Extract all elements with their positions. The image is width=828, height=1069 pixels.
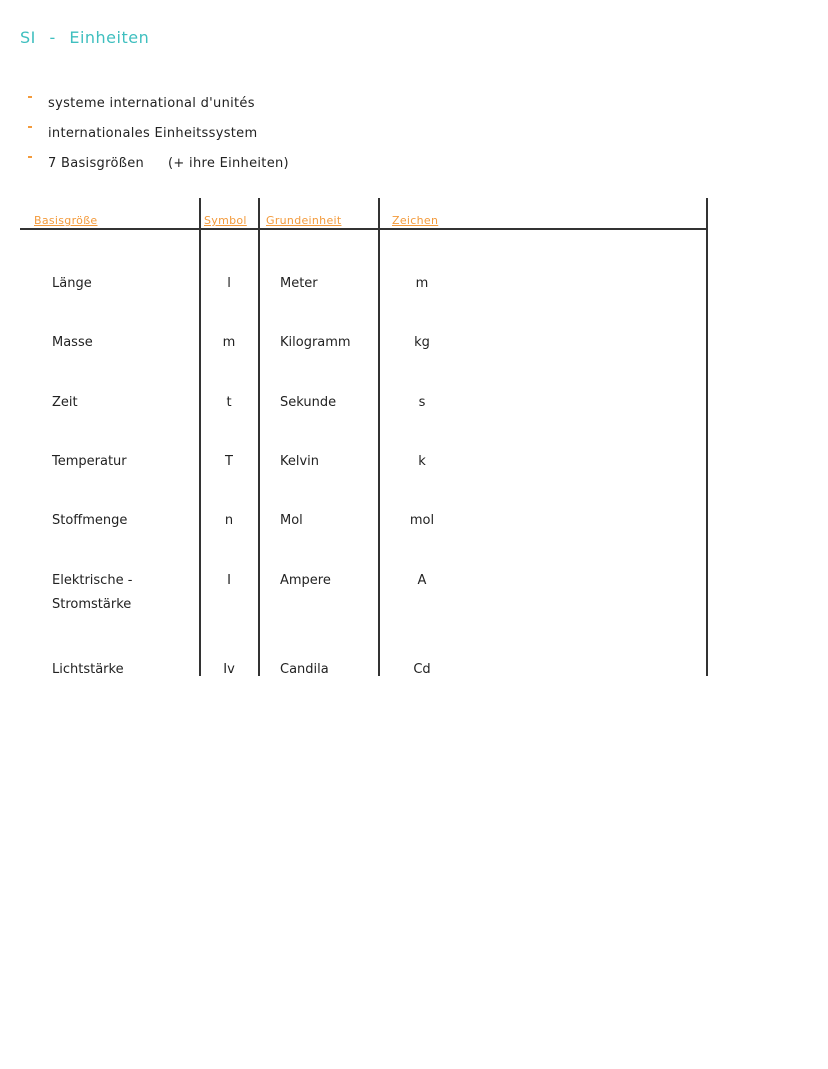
cell-symbol: m [222,335,236,350]
header-grundeinheit: Grundeinheit [266,214,342,227]
title-text: Einheiten [69,28,150,47]
cell-zeichen: s [418,395,426,410]
cell-groesse: Lichtstärke [52,662,124,677]
cell-groesse: Zeit [52,395,78,410]
table-row [0,335,828,365]
bullet-text: systeme international d'unités [48,95,255,111]
table-row [0,454,828,484]
cell-groesse: Elektrische - [52,573,133,588]
bullet-extra-text: (+ ihre Einheiten) [168,155,289,171]
cell-groesse: Stoffmenge [52,513,128,528]
bullet-dash-icon [28,96,32,98]
column-divider [199,198,201,676]
cell-symbol: T [225,454,233,469]
list-item [28,118,289,148]
cell-symbol: Iv [223,662,235,677]
cell-einheit: Kelvin [280,454,320,469]
table-row [0,395,828,425]
cell-einheit: Ampere [280,573,331,588]
cell-symbol: t [226,395,232,410]
cell-groesse-line2: Stromstärke [52,597,132,612]
bullet-text: internationales Einheitssystem [48,125,258,141]
cell-zeichen: kg [414,335,430,350]
table-row [0,573,828,629]
cell-zeichen: k [418,454,426,469]
bullet-dash-icon [28,126,32,128]
title-prefix: SI [20,28,36,47]
title-dash: - [49,28,56,47]
cell-symbol: I [227,573,231,588]
cell-groesse: Temperatur [52,454,127,469]
bullet-dash-icon [28,156,32,158]
cell-einheit: Meter [280,276,318,291]
cell-symbol: n [224,513,234,528]
bullet-text: 7 Basisgrößen [48,155,145,171]
header-zeichen: Zeichen [392,214,439,227]
header-symbol: Symbol [204,214,247,227]
column-divider [378,198,380,676]
cell-symbol: l [227,276,231,291]
cell-zeichen: m [415,276,429,291]
cell-zeichen: A [417,573,427,588]
list-item [28,88,289,118]
cell-einheit: Sekunde [280,395,337,410]
cell-zeichen: mol [409,513,435,528]
list-item [28,148,289,178]
table-row [0,276,828,306]
header-basisgroesse: Basisgröße [34,214,98,227]
column-divider [706,198,708,676]
bullet-list [28,88,289,178]
table-row [0,662,828,692]
cell-einheit: Candila [280,662,329,677]
cell-einheit: Mol [280,513,303,528]
cell-zeichen: Cd [413,662,431,677]
cell-groesse: Masse [52,335,93,350]
table-row [0,513,828,543]
page-title [20,28,149,47]
cell-einheit: Kilogramm [280,335,351,350]
table-header-rule [20,228,708,230]
column-divider [258,198,260,676]
cell-groesse: Länge [52,276,92,291]
